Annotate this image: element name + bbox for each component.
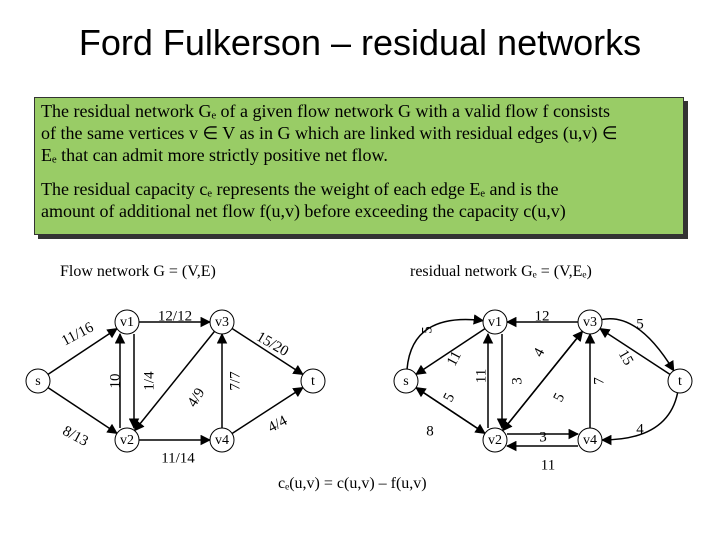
left-edge-label: 11/14 [161,450,195,467]
left-node-label: v3 [215,315,229,331]
left-edge-label: 10 [107,373,124,389]
right-graph-caption: residual network Gₑ = (V,Eₑ) [410,263,592,280]
right-edge-label: 15 [614,347,637,369]
right-node-v3 [578,310,602,334]
right-edge-label: 3 [509,377,526,385]
right-edge-label: 8 [426,423,434,440]
left-edge-label: 4/9 [184,385,209,411]
definition-line: The residual capacity cₑ represents the weight of each edge Eₑ and is the [41,179,559,199]
slide-title: Ford Fulkerson – residual networks [78,22,642,63]
left-edge-label: 12/12 [157,308,193,325]
left-node-t [301,369,325,393]
right-node-label: s [403,374,409,390]
left-edge-s-v2 [48,388,117,434]
left-edge-label: 1/4 [141,371,158,391]
left-node-v2 [115,428,139,452]
definition-line: The residual network Gₑ of a given flow network G with a valid flow f consists [41,101,610,121]
right-edge-label: 3 [539,429,547,446]
right-edge-label: 12 [534,308,550,325]
right-node-v4 [578,428,602,452]
left-graph-caption: Flow network G = (V,E) [60,263,216,280]
right-edge-t-v3 [600,329,670,375]
right-edge-label: 11 [540,457,556,474]
definition-line: of the same vertices v ∈ V as in G which are linked with residual edges (u,v) ∈ [41,123,618,143]
left-graph-edges [48,308,303,466]
right-node-label: t [678,374,682,390]
left-node-label: v2 [120,433,134,449]
right-node-v1 [483,310,507,334]
definition-line: Eₑ that can admit more strictly positive net flow. [41,145,388,165]
right-node-label: v4 [583,433,597,449]
left-node-s [26,369,50,393]
left-node-label: v1 [120,315,134,331]
left-edge-label: 4/4 [265,412,290,437]
right-edge-label: 5 [440,390,459,405]
right-edge-label: 4 [636,421,644,438]
right-node-t [668,369,692,393]
right-graph-edges [407,308,678,473]
left-edge-label: 7/7 [227,371,244,391]
left-node-v4 [210,428,234,452]
right-node-label: v3 [583,315,597,331]
left-edge-label: 15/20 [253,329,292,360]
right-edge-label: 5 [636,316,644,333]
residual-capacity-formula: cₑ(u,v) = c(u,v) – f(u,v) [278,475,427,492]
right-edge-label: 5 [419,326,436,334]
left-edge-label: 11/16 [59,319,97,350]
right-node-label: v2 [488,433,502,449]
right-node-s [394,369,418,393]
left-node-v3 [210,310,234,334]
right-edge-label: 11 [444,348,465,369]
left-node-label: t [311,374,315,390]
right-edge-label: 4 [530,345,549,360]
right-edge-label: 7 [591,377,608,385]
left-node-label: s [35,374,41,390]
left-node-label: v4 [215,433,229,449]
right-node-v2 [483,428,507,452]
right-edge-label: 5 [550,390,569,405]
left-edge-label: 8/13 [59,423,91,450]
right-edge-label: 11 [473,368,490,384]
left-node-v1 [115,310,139,334]
definition-line: amount of additional net flow f(u,v) before exceeding the capacity c(u,v) [41,201,566,221]
right-node-label: v1 [488,315,502,331]
